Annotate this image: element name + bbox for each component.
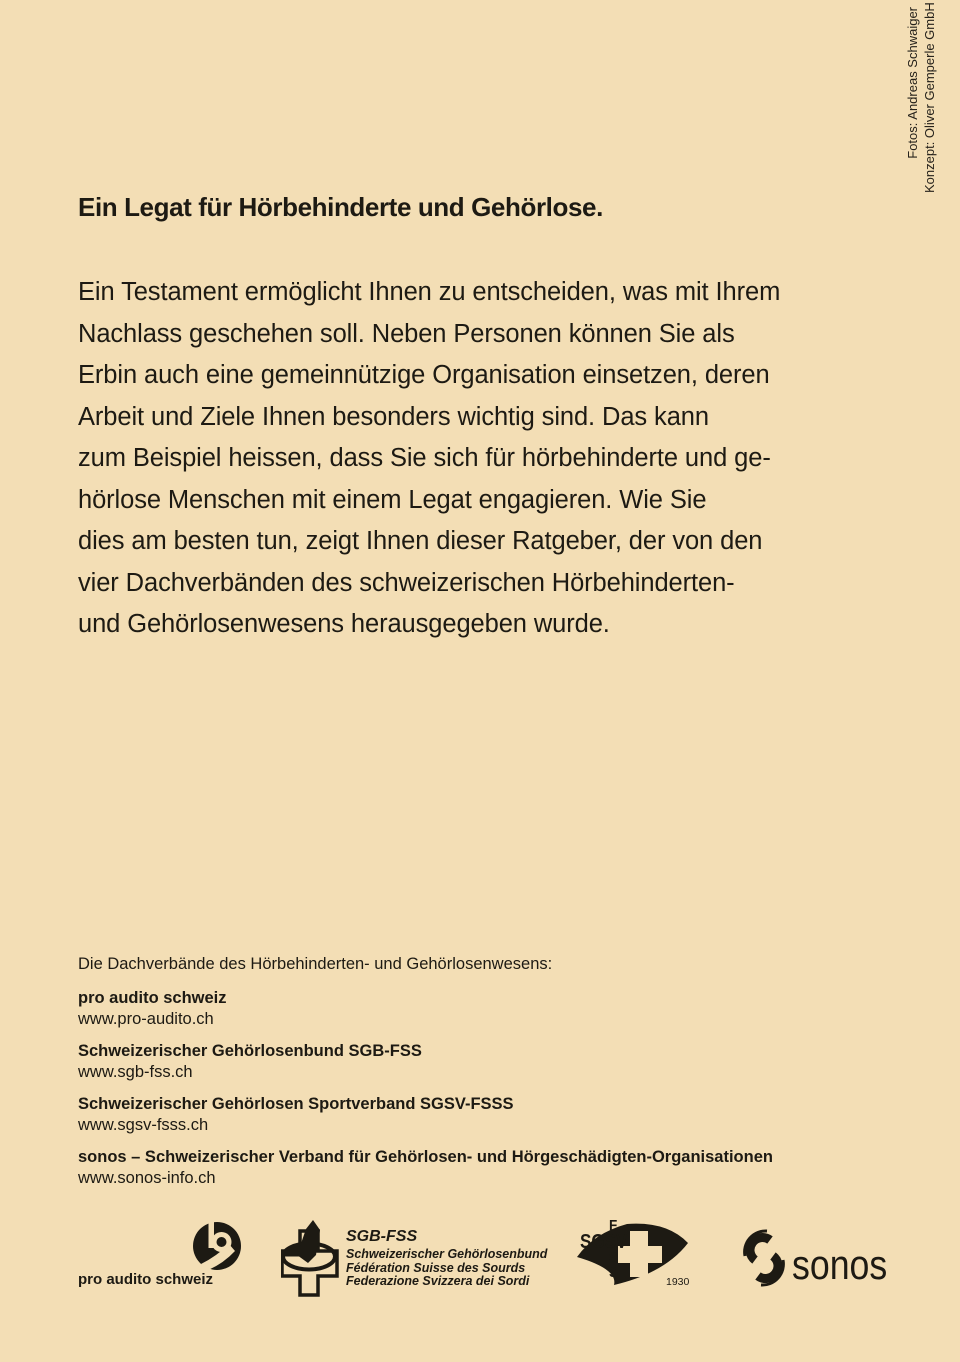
paragraph-line: vier Dachverbänden des schweizerischen Hörbehinderten- (78, 568, 735, 597)
pro-audito-ear-icon (193, 1222, 241, 1275)
paragraph-line: und Gehörlosenwesens herausgegeben wurde. (78, 610, 610, 638)
sgsv-letter-s: S (609, 1249, 619, 1266)
directory-entry-sgsv-fsss (78, 1094, 773, 1136)
org-name: pro audito schweiz (78, 989, 227, 1007)
sgsv-founding-year: 1930 (666, 1276, 690, 1288)
org-name: Schweizerischer Gehörlosenbund SGB-FSS (78, 1042, 422, 1060)
paragraph-line: Arbeit und Ziele Ihnen besonders wichtig sind. Das kann (78, 402, 709, 431)
association-directory (78, 954, 773, 1200)
sonos-logo (740, 1226, 940, 1296)
org-url: www.sgsv-fsss.ch (78, 1116, 209, 1134)
org-name: sonos – Schweizerischer Verband für Gehörlosen- und Hörgeschädigten-Organisationen (78, 1148, 773, 1166)
sgb-fss-title: SGB-FSS (346, 1228, 418, 1245)
directory-entry-pro-audito (78, 988, 773, 1030)
sgb-fss-wordmark (346, 1227, 547, 1289)
sgsv-letter-f: F (609, 1217, 618, 1234)
paragraph-line: Nachlass geschehen soll. Neben Personen können Sie als (78, 319, 735, 348)
paragraph-line: zum Beispiel heissen, dass Sie sich für hörbehinderte und ge- (78, 444, 771, 472)
intro-paragraph (78, 272, 780, 646)
sonos-s-icon (740, 1226, 788, 1290)
credits-fotos: Fotos: Andreas Schwaiger (905, 7, 920, 159)
sgsv-letter-s: S (609, 1264, 619, 1281)
directory-intro: Die Dachverbände des Hörbehinderten- und Gehörlosenwesens: (78, 955, 553, 973)
page-title: Ein Legat für Hörbehinderte und Gehörlose. (78, 192, 603, 222)
directory-entry-sgb-fss (78, 1041, 773, 1083)
sonos-wordmark: sonos (792, 1241, 888, 1288)
paragraph-line: Erbin auch eine gemeinnützige Organisation einsetzen, deren (78, 361, 770, 389)
sgb-fss-line-de: Schweizerischer Gehörlosenbund (346, 1247, 548, 1261)
sgb-fss-cross-icon (281, 1217, 339, 1314)
sgsv-letters-row: SGSV (580, 1231, 628, 1253)
org-url: www.pro-audito.ch (78, 1010, 214, 1028)
paragraph-line: hörlose Menschen mit einem Legat engagieren. Wie Sie (78, 485, 707, 514)
sgsv-fsss-logo (572, 1215, 707, 1300)
sgb-fss-line-it: Federazione Svizzera dei Sordi (346, 1274, 530, 1288)
org-url: www.sgb-fss.ch (78, 1063, 193, 1081)
directory-entry-sonos (78, 1147, 773, 1189)
org-name: Schweizerischer Gehörlosen Sportverband SGSV-FSSS (78, 1095, 514, 1113)
credits-konzept: Konzept: Oliver Gemperle GmbH (922, 2, 937, 193)
paragraph-line: dies am besten tun, zeigt Ihnen dieser Ratgeber, der von den (78, 527, 763, 555)
sgb-fss-line-fr: Fédération Suisse des Sourds (346, 1260, 526, 1275)
paragraph-line: Ein Testament ermöglicht Ihnen zu entscheiden, was mit Ihrem (78, 278, 781, 306)
pro-audito-wordmark: pro audito schweiz (78, 1271, 214, 1288)
photo-concept-credits (904, 2, 940, 193)
org-url: www.sonos-info.ch (78, 1169, 216, 1187)
